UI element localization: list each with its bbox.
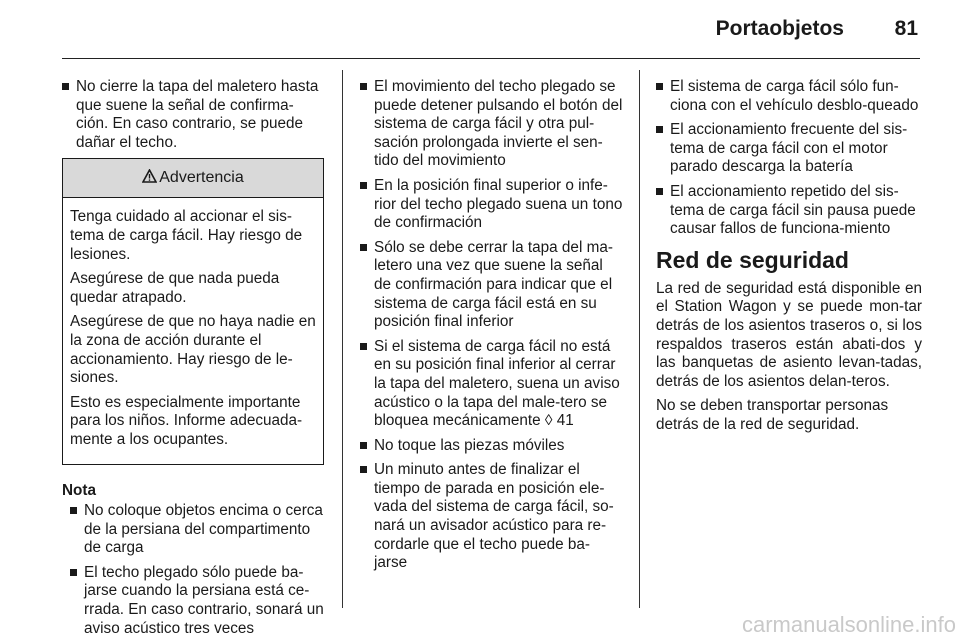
warning-body bbox=[63, 198, 323, 463]
body-paragraph: No se deben transportar personas detrás de la red de seguridad. bbox=[656, 397, 889, 433]
column-1 bbox=[62, 78, 324, 644]
bullet-icon bbox=[360, 83, 367, 90]
list-item: En la posición final superior o infe-rior del techo plegado suena un tono de confirmación bbox=[360, 177, 623, 233]
warning-paragraph: Asegúrese de que nada pueda quedar atrapado. bbox=[70, 270, 280, 306]
list-item: No toque las piezas móviles bbox=[360, 437, 623, 456]
bullet-icon bbox=[70, 507, 77, 514]
list-item: El movimiento del techo plegado se puede detener pulsando el botón del sistema de carga fácil y otra pul-sación prolongada invierte el sen-tido del movimiento bbox=[360, 78, 623, 171]
bullet-icon bbox=[360, 244, 367, 251]
header-divider bbox=[62, 58, 920, 59]
warning-box bbox=[62, 158, 324, 464]
bullet-icon bbox=[656, 126, 663, 133]
warning-paragraph: Tenga cuidado al accionar el sis-tema de carga fácil. Hay riesgo de lesiones. bbox=[70, 208, 303, 263]
column-divider-1 bbox=[342, 70, 343, 608]
column-divider-2 bbox=[639, 70, 640, 608]
note-list bbox=[62, 502, 324, 638]
section-heading: Red de seguridad bbox=[656, 246, 849, 273]
page-title: Portaobjetos bbox=[715, 17, 844, 40]
bullet-icon bbox=[360, 442, 367, 449]
warning-triangle-icon bbox=[142, 169, 157, 189]
list-item: No coloque objetos encima o cerca de la persiana del compartimento de carga bbox=[70, 502, 324, 558]
bullet-icon bbox=[360, 182, 367, 189]
list-item: El techo plegado sólo puede ba-jarse cuando la persiana está ce-rrada. En caso contrario, sonará un aviso acústico tres veces bbox=[70, 564, 324, 638]
list-item: No cierre la tapa del maletero hasta que suene la señal de confirma-ción. En caso contrario, se puede dañar el techo. bbox=[62, 78, 324, 152]
bullet-list bbox=[62, 78, 324, 152]
bullet-icon bbox=[656, 83, 663, 90]
page-number: 81 bbox=[894, 17, 918, 40]
list-item: El accionamiento frecuente del sis-tema de carga fácil con el motor parado descarga la batería bbox=[656, 121, 922, 177]
warning-title: Advertencia bbox=[159, 169, 244, 187]
list-item: El accionamiento repetido del sis-tema de carga fácil sin pausa puede causar fallos de funciona-miento bbox=[656, 183, 922, 239]
bullet-icon bbox=[360, 343, 367, 350]
bullet-icon bbox=[62, 83, 69, 90]
watermark-link[interactable]: carmanualsonline.info bbox=[741, 612, 956, 637]
list-item: El sistema de carga fácil sólo fun-ciona con el vehículo desblo-queado bbox=[656, 78, 922, 115]
note-label: Nota bbox=[62, 481, 96, 499]
warning-paragraph: Asegúrese de que no haya nadie en la zona de acción durante el accionamiento. Hay riesgo de le-siones. bbox=[70, 313, 316, 387]
bullet-list bbox=[360, 78, 623, 573]
list-item: Un minuto antes de finalizar el tiempo de parada en posición ele-vada del sistema de carga fácil, so-nará un avisador acústico para re-cordarle que el techo puede ba-jarse bbox=[360, 461, 623, 573]
column-3 bbox=[656, 78, 922, 441]
bullet-icon bbox=[360, 466, 367, 473]
page-header bbox=[0, 0, 960, 60]
warning-paragraph: Esto es especialmente importante para los niños. Informe adecuada-mente a los ocupantes. bbox=[70, 393, 303, 448]
bullet-icon bbox=[656, 188, 663, 195]
body-paragraph: La red de seguridad está disponible en el Station Wagon y se puede mon-tar detrás de los asientos traseros o, si los respaldos traseros están abati-dos y las banquetas de asiento levan-tadas, detrás de los asientos delan-teros. bbox=[656, 279, 922, 390]
column-2 bbox=[360, 78, 623, 579]
warning-header bbox=[63, 159, 323, 198]
note-block bbox=[62, 482, 324, 639]
list-item: Si el sistema de carga fácil no está en su posición final inferior al cerrar la tapa del maletero, suena un aviso acústico o la tapa del male-tero se bloquea mecánicamente ◊ 41 bbox=[360, 338, 623, 431]
list-item: Sólo se debe cerrar la tapa del ma-letero una vez que suene la señal de confirmación para indicar que el sistema de carga fácil está en su posición final inferior bbox=[360, 239, 623, 332]
bullet-icon bbox=[70, 569, 77, 576]
bullet-list bbox=[656, 78, 922, 239]
